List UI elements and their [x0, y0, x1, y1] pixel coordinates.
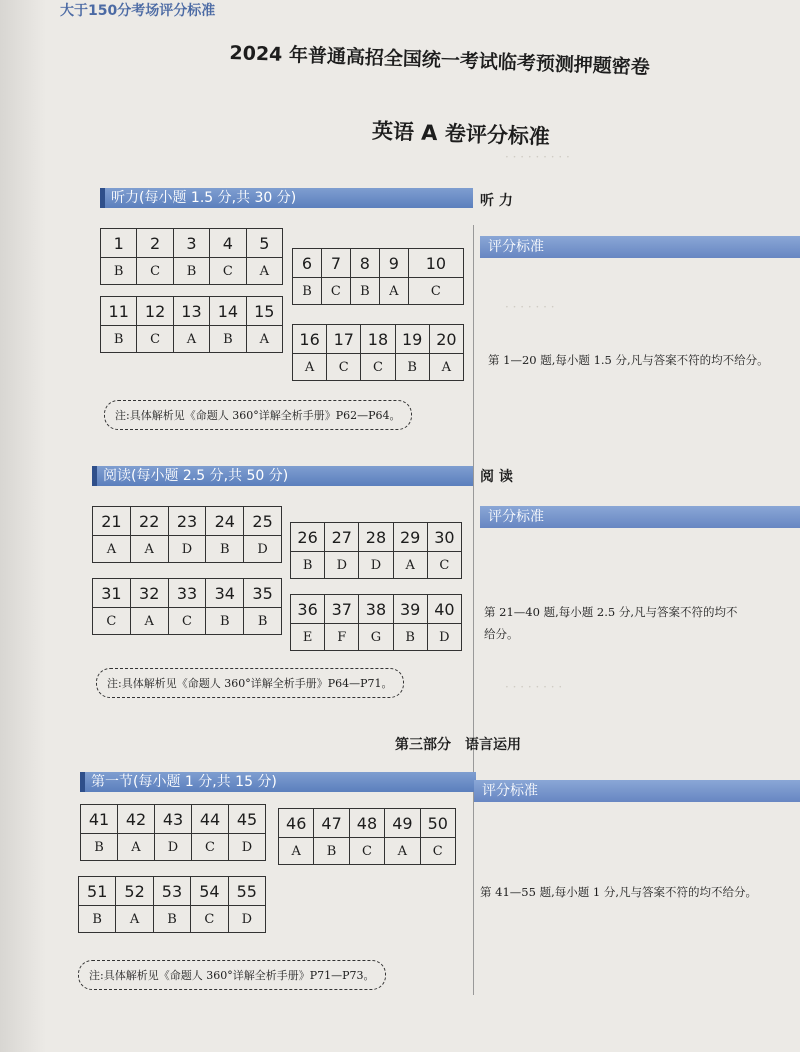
question-number: 44: [192, 805, 229, 834]
question-number: 55: [228, 877, 265, 906]
answer-cell: B: [153, 906, 190, 933]
question-number: 3: [173, 229, 209, 258]
question-number: 4: [210, 229, 246, 258]
answer-cell: C: [192, 834, 229, 861]
answer-cell: B: [81, 834, 118, 861]
answer-cell: D: [325, 552, 359, 579]
part1-title-name: 听 力: [480, 193, 513, 209]
part3-title-number: 第三部分: [395, 737, 451, 753]
question-number: 21: [93, 507, 131, 536]
answer-cell: A: [293, 354, 327, 381]
answer-cell: B: [101, 258, 137, 285]
part1-answer-grid-3: [100, 296, 283, 353]
question-number: 43: [155, 805, 192, 834]
answer-cell: C: [137, 258, 173, 285]
question-number: 42: [118, 805, 155, 834]
question-number: 9: [379, 249, 408, 278]
answer-cell: A: [116, 906, 153, 933]
part2-answer-grid-3: [92, 578, 282, 635]
answer-cell: C: [93, 608, 131, 635]
answer-cell: B: [101, 326, 137, 353]
question-number: 27: [325, 523, 359, 552]
question-number: 20: [429, 325, 463, 354]
question-number: 54: [191, 877, 228, 906]
answer-cell: C: [349, 838, 384, 865]
answer-cell: D: [228, 906, 265, 933]
question-number: 39: [393, 595, 427, 624]
question-number: 31: [93, 579, 131, 608]
answer-cell: A: [429, 354, 463, 381]
answer-cell: B: [291, 552, 325, 579]
answer-cell: A: [385, 838, 420, 865]
question-number: 25: [244, 507, 282, 536]
answer-cell: F: [325, 624, 359, 651]
answer-cell: C: [210, 258, 246, 285]
part2-section-label: 阅读(每小题 2.5 分,共 50 分): [92, 466, 473, 486]
answer-cell: B: [206, 536, 244, 563]
part1-note: 注:具体解析见《命题人 360°详解全析手册》P62—P64。: [104, 400, 412, 430]
answer-cell: C: [321, 278, 350, 305]
question-number: 7: [321, 249, 350, 278]
question-number: 24: [206, 507, 244, 536]
answer-cell: A: [130, 536, 168, 563]
answer-cell: A: [279, 838, 314, 865]
answer-cell: D: [155, 834, 192, 861]
part3-score-header: 评分标准: [474, 780, 800, 802]
answer-cell: B: [79, 906, 116, 933]
question-number: 13: [173, 297, 209, 326]
answer-cell: D: [244, 536, 282, 563]
question-number: 14: [210, 297, 246, 326]
answer-cell: B: [393, 624, 427, 651]
question-number: 45: [229, 805, 266, 834]
answer-cell: C: [361, 354, 395, 381]
part1-score-header: 评分标准: [480, 236, 800, 258]
part2-note: 注:具体解析见《命题人 360°详解全析手册》P64—P71。: [96, 668, 404, 698]
answer-cell: D: [359, 552, 393, 579]
answer-cell: C: [420, 838, 455, 865]
question-number: 37: [325, 595, 359, 624]
answer-cell: D: [427, 624, 461, 651]
part2-answer-grid-2: [290, 522, 462, 579]
part2-score-text-line1: 第 21—40 题,每小题 2.5 分,凡与答案不符的均不: [484, 605, 738, 619]
answer-cell: B: [173, 258, 209, 285]
answer-cell: B: [350, 278, 379, 305]
answer-cell: B: [244, 608, 282, 635]
answer-cell: B: [293, 278, 322, 305]
answer-cell: A: [130, 608, 168, 635]
question-number: 18: [361, 325, 395, 354]
question-number: 15: [246, 297, 282, 326]
question-number: 10: [408, 249, 463, 278]
answer-cell: A: [93, 536, 131, 563]
question-number: 41: [81, 805, 118, 834]
answer-cell: A: [118, 834, 155, 861]
question-number: 23: [168, 507, 206, 536]
part3-answer-grid-3: [78, 876, 266, 933]
bleed-through-text: · · · · · · · · ·: [505, 150, 570, 164]
answer-cell: A: [246, 326, 282, 353]
part3-section-label: 第一节(每小题 1 分,共 15 分): [80, 772, 476, 792]
question-number: 6: [293, 249, 322, 278]
bleed-through-text: · · · · · · ·: [505, 300, 555, 314]
answer-cell: D: [229, 834, 266, 861]
answer-cell: A: [173, 326, 209, 353]
question-number: 29: [393, 523, 427, 552]
question-number: 49: [385, 809, 420, 838]
answer-cell: C: [137, 326, 173, 353]
question-number: 30: [427, 523, 461, 552]
question-number: 11: [101, 297, 137, 326]
answer-cell: B: [210, 326, 246, 353]
answer-cell: E: [291, 624, 325, 651]
answer-cell: C: [427, 552, 461, 579]
part3-score-text: 第 41—55 题,每小题 1 分,凡与答案不符的均不给分。: [480, 885, 758, 899]
answer-cell: C: [408, 278, 463, 305]
document-title: 2024 年普通高招全国统一考试临考预测押题密卷: [229, 41, 651, 79]
question-number: 28: [359, 523, 393, 552]
column-divider: [473, 225, 474, 995]
answer-cell: B: [314, 838, 349, 865]
part2-answer-grid-4: [290, 594, 462, 651]
question-number: 22: [130, 507, 168, 536]
part2-answer-grid-1: [92, 506, 282, 563]
part3-answer-grid-1: [80, 804, 266, 861]
question-number: 26: [291, 523, 325, 552]
answer-cell: A: [246, 258, 282, 285]
question-number: 2: [137, 229, 173, 258]
part1-answer-grid-4: [292, 324, 464, 381]
question-number: 48: [349, 809, 384, 838]
part3-note: 注:具体解析见《命题人 360°详解全析手册》P71—P73。: [78, 960, 386, 990]
part1-score-text: 第 1—20 题,每小题 1.5 分,凡与答案不符的均不给分。: [488, 353, 769, 367]
question-number: 51: [79, 877, 116, 906]
question-number: 52: [116, 877, 153, 906]
question-number: 8: [350, 249, 379, 278]
question-number: 50: [420, 809, 455, 838]
question-number: 1: [101, 229, 137, 258]
part1-section-label: 听力(每小题 1.5 分,共 30 分): [100, 188, 473, 208]
question-number: 33: [168, 579, 206, 608]
question-number: 53: [153, 877, 190, 906]
question-number: 19: [395, 325, 429, 354]
question-number: 16: [293, 325, 327, 354]
question-number: 47: [314, 809, 349, 838]
part2-score-text-line2: 给分。: [484, 627, 519, 641]
question-number: 5: [246, 229, 282, 258]
part1-answer-grid-2: [292, 248, 464, 305]
answer-cell: G: [359, 624, 393, 651]
question-number: 35: [244, 579, 282, 608]
answer-cell: C: [327, 354, 361, 381]
answer-cell: D: [168, 536, 206, 563]
question-number: 12: [137, 297, 173, 326]
part1-answer-grid-1: [100, 228, 283, 285]
part3-title-name: 语言运用: [465, 737, 521, 753]
question-number: 34: [206, 579, 244, 608]
bleed-through-text: · · · · · · · ·: [505, 680, 563, 694]
answer-cell: A: [393, 552, 427, 579]
answer-cell: A: [379, 278, 408, 305]
question-number: 38: [359, 595, 393, 624]
question-number: 36: [291, 595, 325, 624]
top-strip: 大于150分考场评分标准: [60, 3, 216, 19]
question-number: 46: [279, 809, 314, 838]
answer-cell: C: [168, 608, 206, 635]
answer-cell: B: [395, 354, 429, 381]
question-number: 32: [130, 579, 168, 608]
part2-score-header: 评分标准: [480, 506, 800, 528]
part3-title: [395, 734, 521, 754]
document-subtitle: 英语 A 卷评分标准: [371, 118, 551, 150]
answer-cell: C: [191, 906, 228, 933]
book-spine-shadow: [0, 0, 46, 1052]
part2-title-name: 阅 读: [480, 469, 513, 485]
part3-answer-grid-2: [278, 808, 456, 865]
answer-cell: B: [206, 608, 244, 635]
question-number: 17: [327, 325, 361, 354]
question-number: 40: [427, 595, 461, 624]
